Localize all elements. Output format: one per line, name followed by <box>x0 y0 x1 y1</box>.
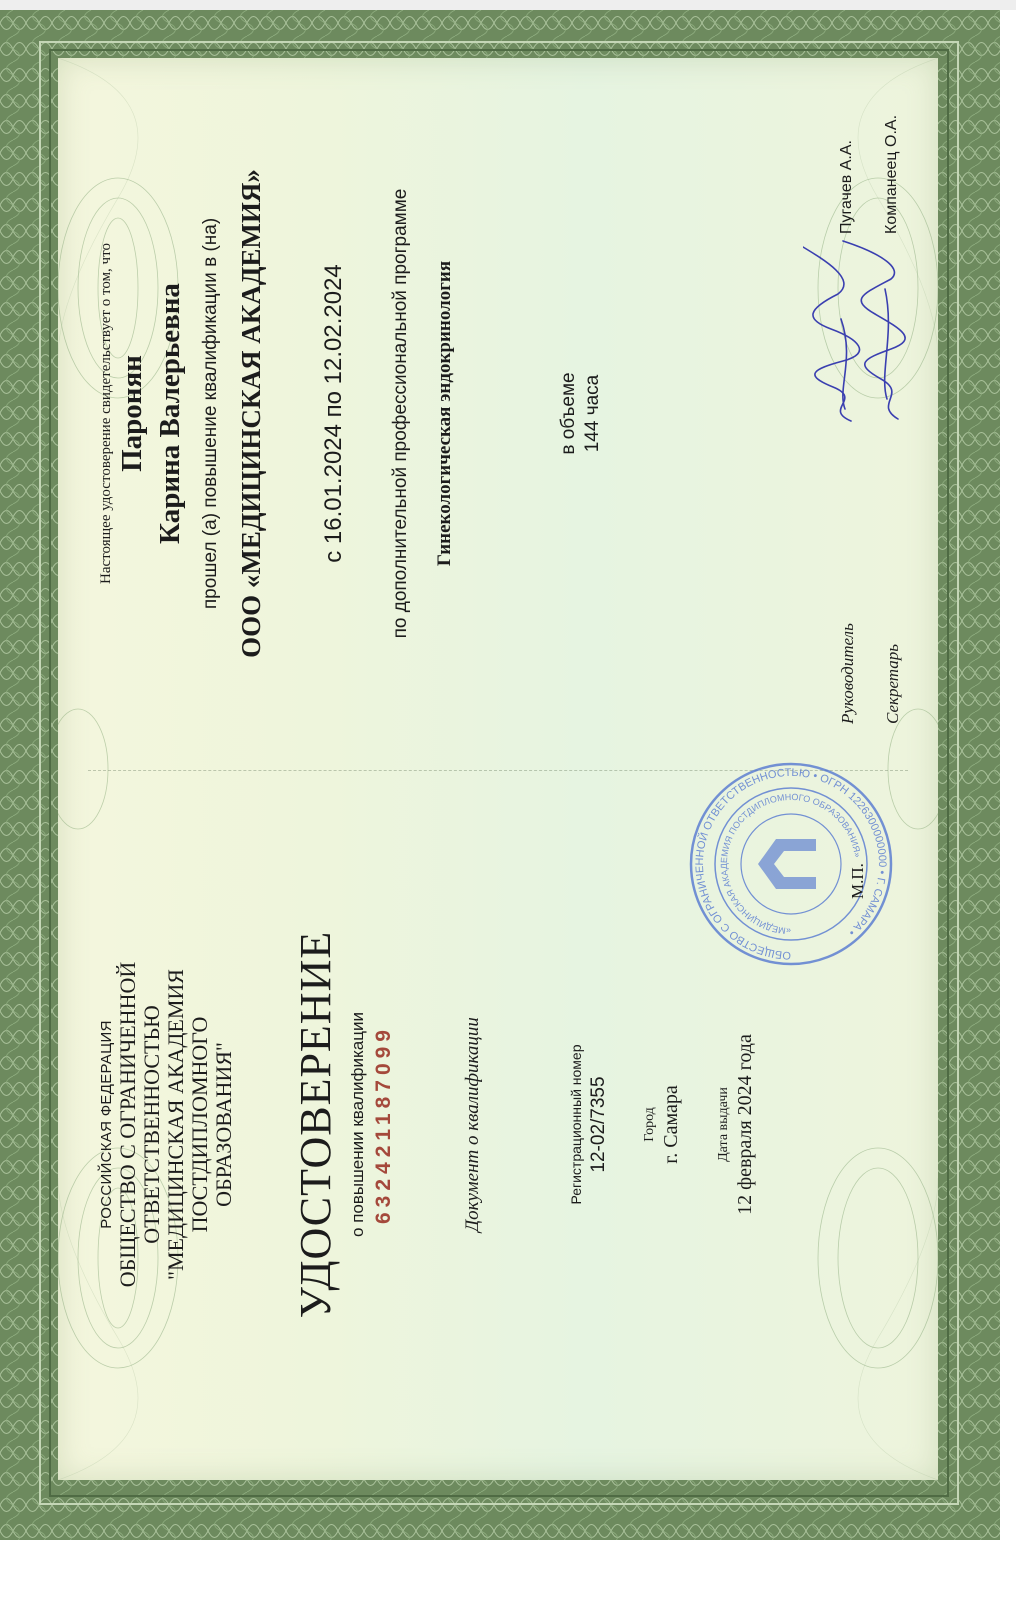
holder-given-names: Карина Валерьевна <box>154 283 186 544</box>
director-name: Пугачев А.А. <box>838 140 855 234</box>
right-page <box>58 58 938 962</box>
org-name-line: ОТВЕТСТВЕННОСТЬЮ <box>139 1005 164 1244</box>
holder-surname: Паронян <box>116 355 148 472</box>
registration-number: 12-02/7355 <box>588 1076 609 1173</box>
handwritten-signatures <box>803 239 918 429</box>
svg-text:ОБЩЕСТВО С ОГРАНИЧЕННОЙ ОТВЕТС: ОБЩЕСТВО С ОГРАНИЧЕННОЙ ОТВЕТСТВЕННОСТЬЮ • ОГРН 1226300000000 • Г. САМАРА • <box>693 766 889 962</box>
director-role: Руководитель <box>838 623 857 724</box>
page-top-strip <box>0 0 1016 10</box>
volume-label: в объеме <box>558 372 579 455</box>
program-intro: по дополнительной профессиональной программе <box>390 188 411 639</box>
city-label: Город <box>642 1107 657 1142</box>
certificate-spread <box>58 58 938 1480</box>
document-title: УДОСТОВЕРЕНИЕ <box>291 930 340 1319</box>
secretary-name: Компанеец О.А. <box>883 114 900 234</box>
completed-text: прошел (а) повышение квалификации в (на) <box>200 217 221 610</box>
institution-name: ООО «МЕДИЦИНСКАЯ АКАДЕМИЯ» <box>236 169 266 658</box>
org-country: РОССИЙСКАЯ ФЕДЕРАЦИЯ <box>98 1020 115 1229</box>
org-name-line: ОБЩЕСТВО С ОГРАНИЧЕННОЙ <box>115 961 140 1288</box>
intro-text: Настоящее удостоверение свидетельствует о том, что <box>98 243 114 584</box>
svg-text:«МЕДИЦИНСКАЯ АКАДЕМИЯ ПОСТДИПЛ: «МЕДИЦИНСКАЯ АКАДЕМИЯ ПОСТДИПЛОМНОГО ОБРАЗОВАНИЯ» <box>718 791 863 937</box>
org-name <box>116 769 236 1480</box>
study-period: с 16.01.2024 по 12.02.2024 <box>320 264 347 563</box>
document-type: Документ о квалификации <box>462 1017 483 1232</box>
volume-value: 144 часа <box>582 374 603 453</box>
org-name-line: "МЕДИЦИНСКАЯ АКАДЕМИЯ <box>163 969 188 1280</box>
page-bottom-margin <box>0 1540 1016 1600</box>
document-subtitle: о повышении квалификации <box>348 1012 367 1237</box>
secretary-role: Секретарь <box>883 644 902 724</box>
city-value: г. Самара <box>660 1085 682 1164</box>
org-name-line: ОБРАЗОВАНИЯ" <box>211 1042 236 1207</box>
certificate-scan <box>0 10 1000 1540</box>
org-name-line: ПОСТДИПЛОМНОГО <box>187 1016 212 1233</box>
stamp-label: М.П. <box>848 863 867 899</box>
program-name: Гинекологическая эндокринология <box>434 260 455 567</box>
registration-label: Регистрационный номер <box>568 1044 584 1205</box>
issue-date: 12 февраля 2024 года <box>734 1034 756 1215</box>
serial-number: 632421187099 <box>372 1025 395 1224</box>
issue-date-label: Дата выдачи <box>716 1087 731 1162</box>
